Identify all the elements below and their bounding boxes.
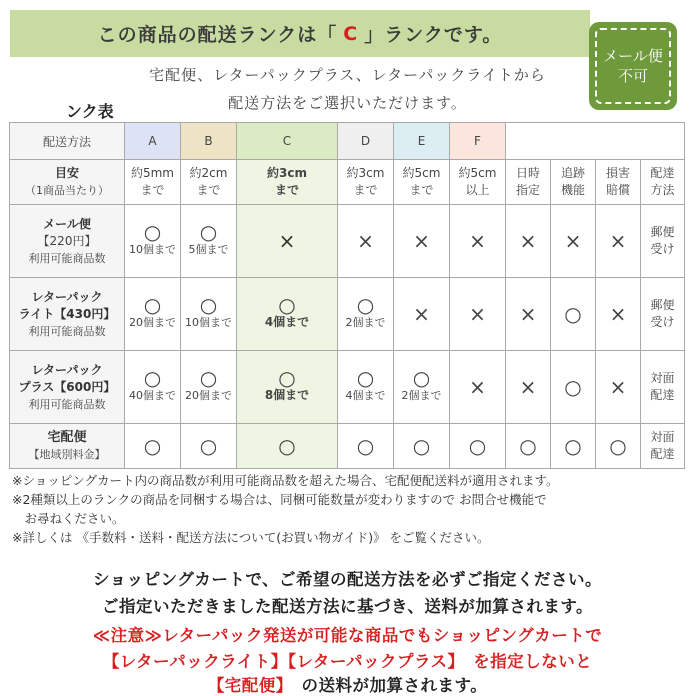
header-row [10,123,685,160]
banner-text-before: この商品の配送ランクは「 [97,24,338,46]
lp-light-c: ○ 4個まで [237,278,338,351]
banner-rank: C [343,22,359,45]
rank-d-header: D [338,123,394,160]
lp-plus-e: ○ 2個まで [394,351,450,424]
lp-plus-insurance: × [596,351,641,424]
mail-row [10,205,685,278]
takuhai-e: ○ [394,424,450,469]
lp-light-f: × [450,278,506,351]
takuhai-insurance: ○ [596,424,641,469]
mail-delivery: 郵便 受け [641,205,685,278]
mail-c: × [237,205,338,278]
mail-b: ○ 5個まで [181,205,237,278]
warning-takuhai: 【宅配便】 [207,676,285,695]
letterpack-light-label: レターパック ライト【430円】 利用可能商品数 [10,278,125,351]
notes [12,471,682,547]
rank-c-header: C [237,123,338,160]
mail-tracking: × [551,205,596,278]
size-e: 約5cm まで [394,160,450,205]
size-label [10,160,125,205]
size-d: 約3cm まで [338,160,394,205]
rank-f-header: F [450,123,506,160]
lp-plus-c: ○ 8個まで [237,351,338,424]
takuhai-datetime: ○ [506,424,551,469]
mail-f: × [450,205,506,278]
size-c: 約3cm まで [237,160,338,205]
warning-line1: ≪注意≫レターパック発送が可能な商品でもショッピングカートで [92,626,603,645]
instruction-line2: ご指定いただきました配送方法に基づき、送料が加算されます。 [101,597,594,616]
mail-d: × [338,205,394,278]
lp-plus-f: × [450,351,506,424]
lp-light-delivery: 郵便 受け [641,278,685,351]
badge-line1: メール便 [603,47,663,65]
mail-a: ○ 10個まで [125,205,181,278]
extra-delivery-header: 配達 方法 [641,160,685,205]
rank-e-header: E [394,123,450,160]
badge-line2: 不可 [617,67,648,85]
warning-line3-tail: の送料が加算されます。 [284,676,488,695]
lp-plus-datetime: × [506,351,551,424]
note-2: ※2種類以上のランクの商品を同梱する場合は、同梱可能数量が変わりますので お問合せ機能で [12,492,547,507]
extra-datetime-header: 日時 指定 [506,160,551,205]
mail-label: メール便 【220円】 利用可能商品数 [10,205,125,278]
banner-text-after: 」ランクです。 [364,24,503,46]
letterpack-plus-row [10,351,685,424]
size-b: 約2cm まで [181,160,237,205]
note-4: ※詳しくは 《手数料・送料・配送方法について(お買い物ガイド)》 をご覧ください。 [12,530,490,545]
intro-line1: 宅配便、レターパックプラス、レターパックライトから [149,66,546,84]
instruction-line1: ショッピングカートで、ご希望の配送方法を必ずご指定ください。 [92,570,602,589]
warning-line3 [0,672,695,696]
lp-plus-d: ○ 4個まで [338,351,394,424]
lp-light-e: × [394,278,450,351]
lp-plus-a: ○ 40個まで [125,351,181,424]
lp-light-datetime: × [506,278,551,351]
rank-a-header: A [125,123,181,160]
takuhai-d: ○ [338,424,394,469]
lp-plus-tracking: ○ [551,351,596,424]
size-label-line1: 目安 [54,166,79,180]
size-label-line2: （1商品当たり） [25,184,109,197]
lp-plus-delivery: 対面 配達 [641,351,685,424]
letterpack-plus-label: レターパック プラス【600円】 利用可能商品数 [10,351,125,424]
takuhai-b: ○ [181,424,237,469]
lp-light-a: ○ 20個まで [125,278,181,351]
size-f: 約5cm 以上 [450,160,506,205]
letterpack-light-row [10,278,685,351]
takuhai-row [10,424,685,469]
table-title: ンク表 [66,102,114,121]
takuhai-label: 宅配便 【地域別料金】 [10,424,125,469]
takuhai-c: ○ [237,424,338,469]
extra-tracking-header: 追跡 機能 [551,160,596,205]
rank-banner [10,10,590,57]
mail-e: × [394,205,450,278]
header-blank [506,123,685,160]
lp-light-insurance: × [596,278,641,351]
extra-insurance-header: 損害 賠償 [596,160,641,205]
takuhai-tracking: ○ [551,424,596,469]
lp-light-d: ○ 2個まで [338,278,394,351]
takuhai-f: ○ [450,424,506,469]
note-3: お尋ねください。 [12,511,125,526]
size-a: 約5mm まで [125,160,181,205]
lp-light-tracking: ○ [551,278,596,351]
takuhai-delivery: 対面 配達 [641,424,685,469]
rank-b-header: B [181,123,237,160]
intro-line2: 配送方法をご選択いただけます。 [228,94,467,112]
method-header: 配送方法 [10,123,125,160]
mail-insurance: × [596,205,641,278]
warning-line2: 【レターパックライト】【レターパックプラス】 を指定しないと [102,652,593,671]
rank-table [9,122,685,469]
takuhai-a: ○ [125,424,181,469]
size-row [10,160,685,205]
lp-light-b: ○ 10個まで [181,278,237,351]
note-1: ※ショッピングカート内の商品数が利用可能商品数を超えた場合、宅配便配送料が適用されます。 [12,473,559,488]
lp-plus-b: ○ 20個まで [181,351,237,424]
mail-datetime: × [506,205,551,278]
